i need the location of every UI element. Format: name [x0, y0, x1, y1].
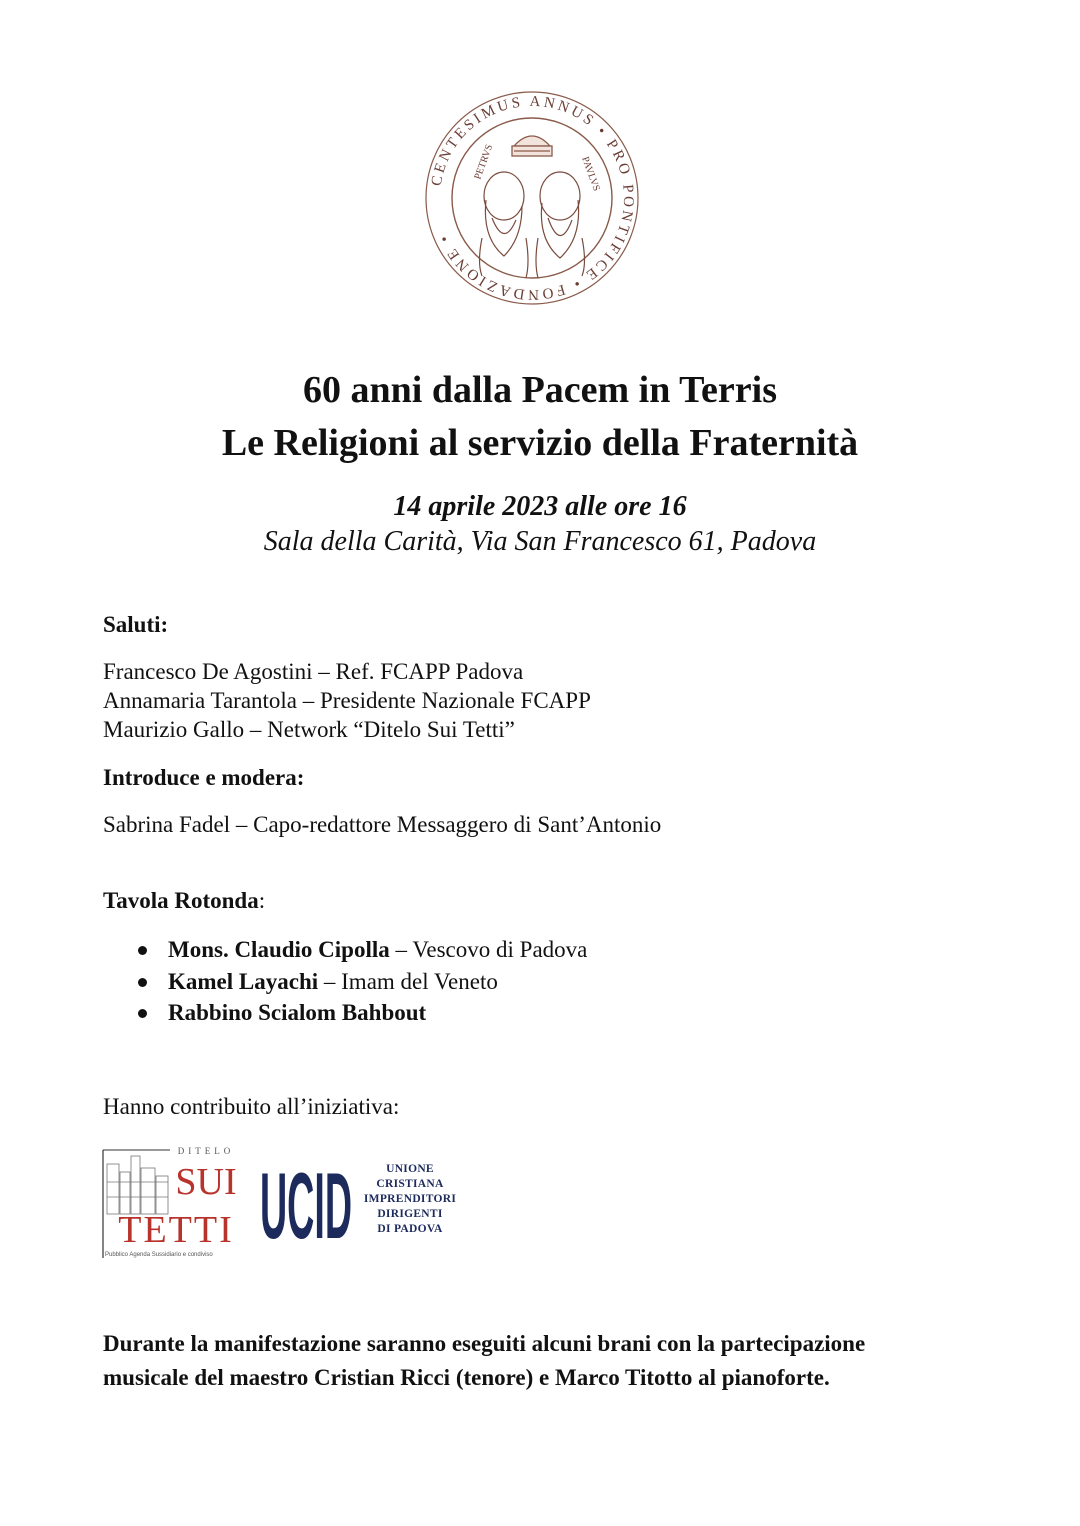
- tavola-list: [138, 934, 587, 1029]
- moderatore-line: Sabrina Fadel – Capo-redattore Messaggero di Sant’Antonio: [103, 812, 662, 837]
- closing-line: Durante la manifestazione saranno eseguiti alcuni brani con la partecipazione: [103, 1331, 866, 1356]
- event-subtitle: Le Religioni al servizio della Fraternità: [221, 422, 859, 464]
- list-item: [138, 934, 587, 966]
- event-venue: Sala della Carità, Via San Francesco 61, Padova: [263, 526, 817, 557]
- tavola-heading-label: Tavola Rotonda: [103, 888, 259, 913]
- sponsors-heading: Hanno contribuito all’iniziativa:: [103, 1094, 400, 1119]
- ucid-line: DI PADOVA: [377, 1223, 443, 1235]
- bullet-icon: [138, 1009, 147, 1018]
- saluti-line: Annamaria Tarantola – Presidente Nazionale FCAPP: [103, 688, 591, 713]
- ditelo-sui-tetti-logo: [102, 1142, 244, 1260]
- sui-tetti-tagline: Pubblico Agenda Sussidiario e condiviso: [105, 1252, 213, 1258]
- ucid-line: IMPRENDITORI: [363, 1193, 457, 1205]
- bullet-icon: [138, 978, 147, 987]
- moderatore-heading: Introduce e modera:: [103, 765, 305, 790]
- event-title: 60 anni dalla Pacem in Terris: [303, 369, 777, 411]
- tavola-heading-colon: :: [258, 888, 266, 913]
- speaker-role: – Imam del Veneto: [318, 968, 498, 994]
- ucid-line: CRISTIANA: [376, 1178, 444, 1190]
- fondazione-centesimus-annus-seal: [422, 88, 642, 308]
- list-item: [138, 997, 587, 1029]
- speaker-name: Mons. Claudio Cipolla: [168, 937, 390, 962]
- speaker-name: Rabbino Scialom Bahbout: [168, 1000, 427, 1025]
- ucid-logo: [258, 1158, 354, 1242]
- seal-outer-text: CENTESIMUS ANNUS • PRO PONTIFICE • FONDAZIONE •: [428, 93, 637, 303]
- event-date: 14 aprile 2023 alle ore 16: [393, 491, 687, 522]
- ucid-mark: UCID: [260, 1158, 352, 1242]
- ucid-line: DIRIGENTI: [377, 1208, 443, 1220]
- bullet-icon: [138, 946, 147, 955]
- sui-tetti-top: DITELO: [177, 1146, 235, 1156]
- saluti-line: Maurizio Gallo – Network “Ditelo Sui Tetti”: [103, 717, 515, 742]
- tavola-heading: [103, 886, 265, 916]
- saluti-heading: Saluti:: [103, 612, 169, 637]
- svg-text:CENTESIMUS ANNUS • PRO PONTIFI: [429, 94, 636, 302]
- closing-line: musicale del maestro Cristian Ricci (tenore) e Marco Titotto al pianoforte.: [103, 1365, 830, 1390]
- ucid-line: UNIONE: [386, 1163, 434, 1175]
- closing-note: [103, 1327, 983, 1395]
- sui-tetti-word2: TETTI: [118, 1209, 234, 1251]
- speaker-name: Kamel Layachi: [168, 968, 319, 994]
- speaker-role: – Vescovo di Padova: [389, 937, 588, 962]
- list-item: [138, 966, 587, 998]
- ucid-caption: [356, 1162, 464, 1237]
- sui-tetti-word1: SUI: [175, 1161, 237, 1203]
- seal-name-petrus: PETRVS: [472, 143, 496, 182]
- seal-name-paulus: PAVLVS: [579, 155, 602, 193]
- saluti-line: Francesco De Agostini – Ref. FCAPP Padova: [103, 659, 524, 684]
